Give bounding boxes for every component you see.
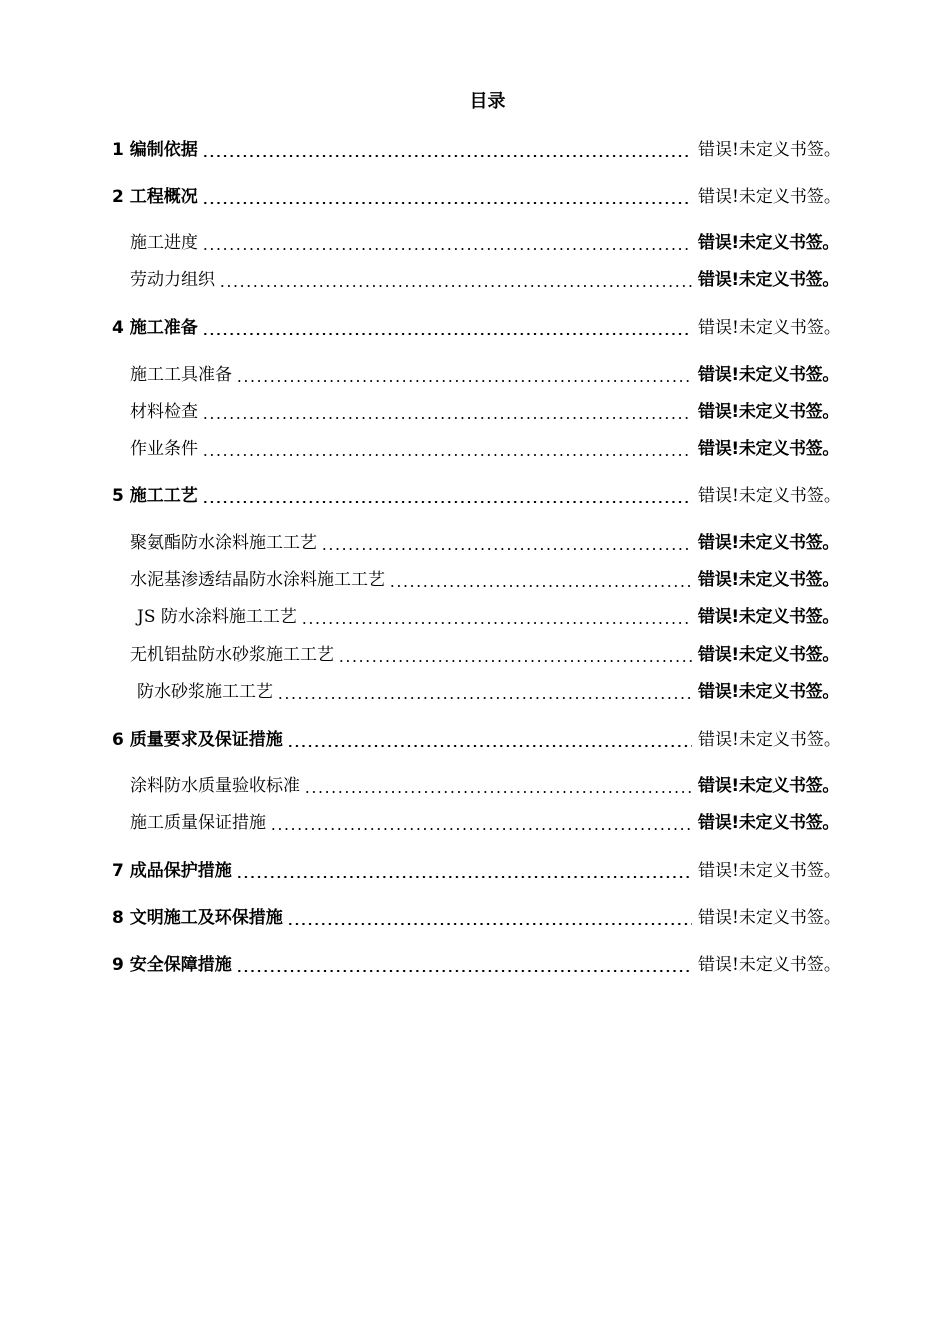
toc-entry-title: 防水砂浆施工工艺: [137, 682, 273, 702]
toc-entry-page: 错误!未定义书签。: [698, 955, 841, 975]
toc-entry-title: 水泥基渗透结晶防水涂料施工工艺: [130, 570, 385, 590]
toc-subentry[interactable]: [130, 530, 850, 556]
dot-leader: [236, 858, 692, 884]
dot-leader: [236, 952, 692, 978]
toc-entry-title: 5 施工工艺: [112, 486, 198, 506]
toc-heading: 目录: [469, 91, 506, 112]
toc-entry-title: 施工工具准备: [130, 365, 232, 385]
toc-entry[interactable]: [112, 952, 850, 978]
toc-entry-page: 错误!未定义书签。: [698, 908, 841, 928]
toc-entry-title: 涂料防水质量验收标准: [130, 776, 300, 796]
toc-entry[interactable]: [112, 184, 850, 210]
dot-leader: [236, 362, 692, 388]
toc-entry[interactable]: [112, 727, 850, 753]
toc-subentry[interactable]: [130, 773, 850, 799]
toc-subentry[interactable]: [130, 399, 850, 425]
toc-entry-page: 错误!未定义书签。: [698, 187, 841, 207]
toc-entry-title: 聚氨酯防水涂料施工工艺: [130, 533, 317, 553]
toc-entry-title: 施工质量保证措施: [130, 813, 266, 833]
toc-entry-title: JS 防水涂料施工工艺: [137, 607, 297, 627]
toc-entry[interactable]: [112, 905, 850, 931]
dot-leader: [202, 436, 692, 462]
toc-subentry[interactable]: [137, 604, 850, 630]
toc-subentry[interactable]: [130, 436, 850, 462]
toc-entry[interactable]: [112, 483, 850, 509]
toc-entry-title: 6 质量要求及保证措施: [112, 730, 283, 750]
dot-leader: [304, 773, 692, 799]
toc-entry-title: 施工进度: [130, 233, 198, 253]
toc-entry-page: 错误!未定义书签。: [698, 570, 840, 590]
dot-leader: [277, 679, 692, 705]
toc-entry-title: 9 安全保障措施: [112, 955, 232, 975]
toc-entry-page: 错误!未定义书签。: [698, 533, 840, 553]
toc-entry-page: 错误!未定义书签。: [698, 813, 840, 833]
dot-leader: [389, 567, 692, 593]
toc-entry-page: 错误!未定义书签。: [698, 730, 841, 750]
toc-entry-title: 作业条件: [130, 439, 198, 459]
toc-entry-title: 8 文明施工及环保措施: [112, 908, 283, 928]
dot-leader: [202, 483, 692, 509]
toc-subentry[interactable]: [130, 267, 850, 293]
toc-entry-page: 错误!未定义书签。: [698, 776, 840, 796]
dot-leader: [219, 267, 692, 293]
toc-entry-title: 2 工程概况: [112, 187, 198, 207]
toc-entry[interactable]: [112, 137, 850, 163]
toc-subentry[interactable]: [130, 810, 850, 836]
toc-entry-title: 7 成品保护措施: [112, 861, 232, 881]
dot-leader: [321, 530, 692, 556]
dot-leader: [287, 905, 692, 931]
toc-entry-page: 错误!未定义书签。: [698, 439, 840, 459]
toc-entry-page: 错误!未定义书签。: [698, 318, 841, 338]
dot-leader: [202, 230, 692, 256]
dot-leader: [287, 727, 692, 753]
toc-entry-title: 1 编制依据: [112, 140, 198, 160]
toc-entry-title: 4 施工准备: [112, 318, 198, 338]
toc-subentry[interactable]: [137, 679, 850, 705]
toc-entry-page: 错误!未定义书签。: [698, 682, 840, 702]
toc-entry-page: 错误!未定义书签。: [698, 270, 840, 290]
toc-entry-page: 错误!未定义书签。: [698, 233, 840, 253]
dot-leader: [301, 604, 692, 630]
toc-entry-page: 错误!未定义书签。: [698, 365, 840, 385]
toc-entry-page: 错误!未定义书签。: [698, 861, 841, 881]
toc-subentry[interactable]: [130, 642, 850, 668]
dot-leader: [202, 399, 692, 425]
toc-entry-title: 无机铝盐防水砂浆施工工艺: [130, 645, 334, 665]
toc-subentry[interactable]: [130, 362, 850, 388]
toc-subentry[interactable]: [130, 567, 850, 593]
dot-leader: [338, 642, 692, 668]
dot-leader: [202, 184, 692, 210]
dot-leader: [270, 810, 692, 836]
toc-entry-page: 错误!未定义书签。: [698, 486, 841, 506]
dot-leader: [202, 315, 692, 341]
toc-entry-title: 材料检查: [130, 402, 198, 422]
dot-leader: [202, 137, 692, 163]
toc-entry-page: 错误!未定义书签。: [698, 645, 840, 665]
toc-subentry[interactable]: [130, 230, 850, 256]
toc-entry-page: 错误!未定义书签。: [698, 607, 840, 627]
toc-entry-title: 劳动力组织: [130, 270, 215, 290]
toc-entry[interactable]: [112, 858, 850, 884]
toc-entry-page: 错误!未定义书签。: [698, 140, 841, 160]
toc-entry-page: 错误!未定义书签。: [698, 402, 840, 422]
toc-entry[interactable]: [112, 315, 850, 341]
